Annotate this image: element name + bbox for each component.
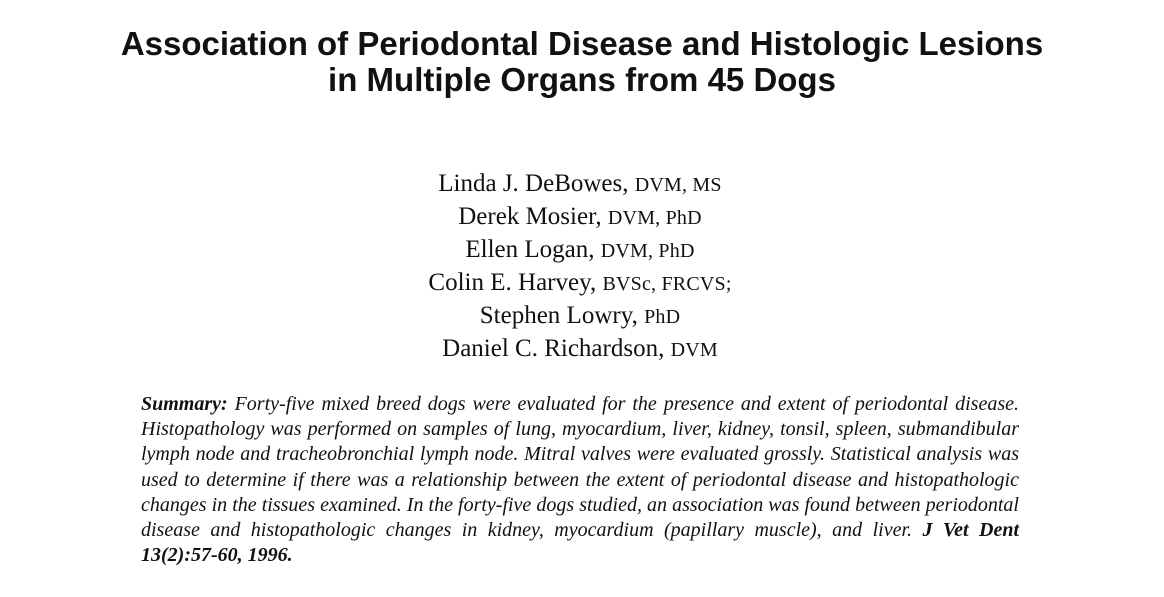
author-name: Derek Mosier,	[458, 203, 602, 230]
author-entry	[300, 267, 860, 300]
author-degrees: DVM	[670, 339, 718, 361]
author-name: Colin E. Harvey,	[428, 269, 597, 296]
author-degrees: BVSc, FRCVS;	[602, 273, 732, 295]
author-degrees: PhD	[644, 306, 681, 328]
author-entry	[300, 300, 860, 333]
author-entry	[300, 201, 860, 234]
author-entry	[300, 168, 860, 201]
author-degrees: DVM, PhD	[600, 240, 695, 262]
author-name: Daniel C. Richardson,	[442, 335, 665, 362]
author-degrees: DVM, MS	[634, 174, 722, 196]
author-degrees: DVM, PhD	[607, 207, 702, 229]
summary-text: Forty-five mixed breed dogs were evaluated for the presence and extent of periodontal disease. Histopathology was performed on samples of lung, myocardium, liver, kidney, tonsil, spleen, submandibular lymph node and tracheobronchial lymph node. Mitral valves were evaluated grossly. Statistical analysis was used to determine if there was a relationship between the extent of periodontal disease and histopathologic changes in the tissues examined. In the forty-five dogs studied, an association was found between periodontal disease and histopathologic changes in kidney, myocardium (papillary muscle), and liver.	[141, 393, 1020, 542]
journal-citation: J Vet Dent 13(2):57-60, 1996.	[141, 519, 1020, 567]
author-name: Ellen Logan,	[465, 236, 595, 263]
author-list	[300, 168, 860, 366]
author-entry	[300, 333, 860, 366]
title-line-2: in Multiple Organs from 45 Dogs	[328, 61, 836, 98]
article-summary	[141, 392, 1019, 568]
summary-label: Summary:	[141, 393, 228, 415]
author-entry	[300, 234, 860, 267]
author-name: Stephen Lowry,	[479, 302, 638, 329]
author-name: Linda J. DeBowes,	[438, 170, 629, 197]
article-title	[20, 26, 1144, 98]
title-line-1: Association of Periodontal Disease and Histologic Lesions	[120, 25, 1044, 62]
